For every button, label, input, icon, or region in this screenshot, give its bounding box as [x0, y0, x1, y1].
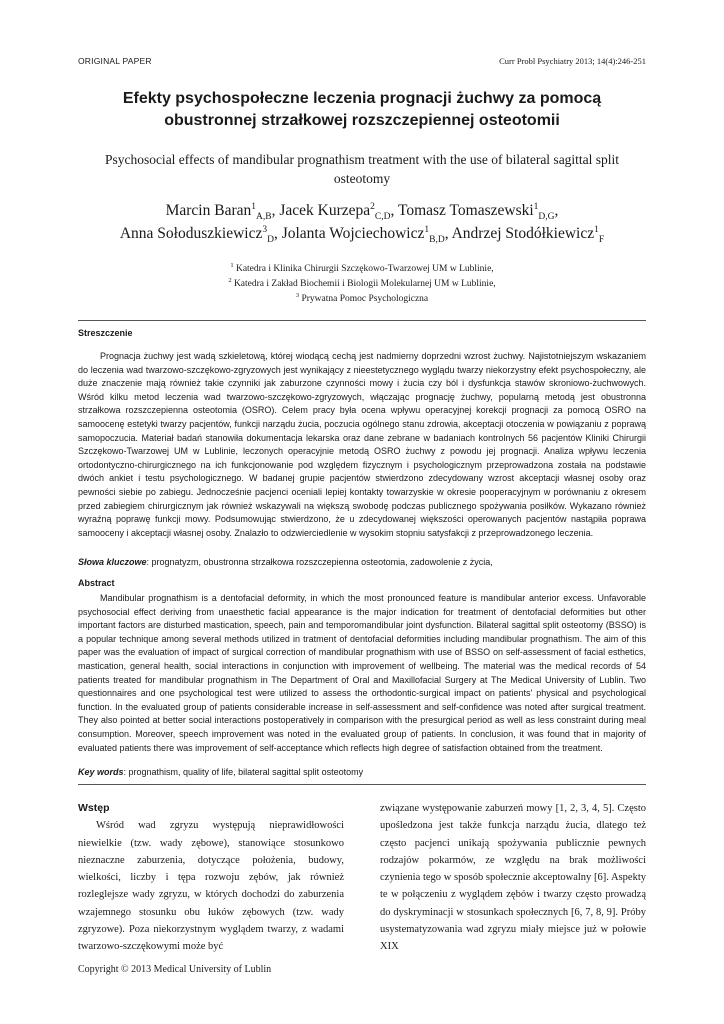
journal-citation: Curr Probl Psychiatry 2013; 14(4):246-251 — [499, 56, 646, 66]
affiliation-item — [78, 292, 646, 307]
author-affiliation: 2 — [370, 201, 375, 212]
author-affiliation: 1 — [251, 201, 256, 212]
streszczenie-heading: Streszczenie — [78, 328, 133, 338]
slowa-kluczowe-label: Słowa kluczowe — [78, 557, 147, 567]
column-right — [380, 800, 646, 956]
divider — [78, 320, 646, 321]
slowa-kluczowe-text: : prognatyzm, obustronna strzałkowa rozszczepienna osteotomia, zadowolenie z życia, — [146, 557, 493, 567]
author-affiliation: 3 — [262, 224, 268, 235]
affiliation-text: Prywatna Pomoc Psychologiczna — [301, 294, 429, 304]
author-name: Marcin Baran — [165, 202, 252, 219]
author-roles: D,G — [538, 212, 555, 223]
author-roles: A,B — [256, 212, 272, 223]
title-english: Psychosocial effects of mandibular prognathism treatment with the use of bilateral sagittal split osteotomy — [104, 152, 620, 186]
key-words-text: : prognathism, quality of life, bilateral sagittal split osteotomy — [123, 767, 364, 777]
author-roles: D — [267, 235, 274, 246]
intro-paragraph-continued: związane występowanie zaburzeń mowy [1, 2, 3, 4, 5]. Często upośledzona jest także funkcja narządu żucia, dlatego też często pacjenci unikają spożywania publicznie pewnych rodzajów pokarmów, ze względu na brak możliwości czynienia tego w sposób społecznie akceptowalny [6]. Aspekty te w połączeniu z wyglądem zębów i twarzy często prowadzą do dyskryminacji w stosunkach społecznych [6, 7, 8, 9]. Próby usystematyzowania wad zgryzu miały miejsce już w połowie XIX — [380, 803, 646, 953]
author-name: Jacek Kurzepa — [279, 202, 371, 219]
author-affiliation: 1 — [424, 224, 430, 235]
affiliation-text: Katedra i Klinika Chirurgii Szczękowo-Twarzowej UM w Lublinie, — [235, 264, 494, 274]
author-name: Jolanta Wojciechowicz — [281, 225, 425, 242]
author-list: Marcin Baran$^1_{A,B}$, Jacek Kurzepa$^2_{C,D}$, Tomasz Tomaszewski$^1_{D,G}$, Anna Sołoduszkiewicz$^3_D$, Jolanta Wojciechowicz$^1_{B,D}$, Andrzej Stodółkiewicz$^1_F$ — [119, 201, 605, 246]
journal-section-label: ORIGINAL PAPER — [78, 56, 152, 66]
divider — [78, 784, 646, 785]
column-left — [78, 800, 344, 956]
affiliation-number: 3 — [295, 291, 300, 299]
intro-paragraph: Wśród wad zgryzu występują nieprawidłowości niewielkie (tzw. wady zębowe), stanowiące stosunkowo nieznaczne zaburzenia, dotyczące położenia, budowy, wielkości, liczby i tępa rozwoju zębów, jak również rozleglejsze wady zgryzu, w których dochodzi do zaburzenia wzajemnego stosunku obu łuków zębowych (tzw. wady zgryzowe). Poza niekorzystnym wyglądem twarzy, z wadami twarzowo-szczękowymi może być — [78, 820, 344, 953]
author-affiliation: 1 — [594, 224, 599, 235]
author-affiliation: 1 — [533, 201, 539, 212]
affiliation-text: Katedra i Zakład Biochemii i Biologii Molekularnej UM w Lublinie, — [233, 279, 496, 289]
author-roles: C,D — [374, 212, 391, 223]
slowa-kluczowe — [78, 556, 646, 569]
streszczenie-body: Prognacja żuchwy jest wadą szkieletową, której wiodącą cechą jest nadmierny doprzedni wzrost żuchwy. Najistotniejszym wskazaniem do leczenia wad twarzowo-szczękowo-zgryzowych jest wynikający z nieestetycznego wyglądu twarzy niekorzystny efekt psychospołeczny, ale duże znaczenie mają również takie czynniki jak zaburzone czynności mowy i żucia czy ból i dysfunkcja stawów skroniowo-żuchwowych. Wśród kilku metod leczenia wad twarzowo-szczękowo-zgryzowych, włączając prognację żuchwy, popularną metodą jest obustronna strzałkowa rozszczepienna osteotomia (OSRO). Celem pracy była ocena wpływu operacyjnej korekcji prognacji za pomocą OSRO na samoocenę estetyki twarzy pacjentów, funkcji narządu żucia, poczucia ogólnego stanu zdrowia, akceptacji otoczenia w powiązaniu z poprawą samopoczucia. Materiał badań stanowiła dokumentacja lekarska oraz dane zebrane w badaniach kontrolnych 56 pacjentów Kliniki Chirurgii Szczękowo-Twarzowej UM w Lublinie, leczonych operacyjnie metodą OSRO żuchwy z powodu jej prognacji. Analiza wpływu leczenia ortodontyczno-chirurgicznego na ich funkcjonowanie pod względem fizycznym i psychologicznym przeprowadzona została na podstawie dwóch ankiet i testu psychologicznego. W badanej grupie pacjentów stwierdzono zdecydowany wzrost akceptacji własnej osoby oraz pewności siebie po zabiegu. Jednocześnie pacjenci oceniali lepiej kontakty towarzyskie w okresie pooperacyjnym w porównaniu z okresem przed zabiegiem chirurgicznym jak również wskazywali na większą swobodę podczas publicznego spożywania posiłków. Wykazano również wyraźną poprawę funkcji mowy. Podsumowując stwierdzono, że u zdecydowanej większości operowanych pacjentów nastąpiła poprawa samooceny i akceptacji własnej osoby. Znalazło to odzwierciedlenie w wysokim stopniu satysfakcji z przeprowadzonego leczenia. — [78, 351, 646, 538]
affiliations — [78, 262, 646, 307]
key-words — [78, 766, 646, 779]
author-name: Andrzej Stodółkiewicz — [451, 225, 595, 242]
abstract-heading: Abstract — [78, 578, 115, 588]
abstract-body: Mandibular prognathism is a dentofacial deformity, in which the most pronounced feature is mandibular anterior excess. Unfavorable psychosocial effect deriving from unaesthetic facial appearance is the major indication for treatment of dentofacial deformities but other important factors are disturbed mastication, speech, pain and temporomandibular joint dysfunction. Bilateral sagittal split osteotomy (BSSO) is a popular technique among several methods utilized in tratment of dentofacial deformities including mandibular prognathism. The aim of this paper was the evaluation of impact of surgical correction of mandibular prognathism with use of BSSO on self-assessment of facial esthetics, mastication, general health, social interactions in conjunction with improvement of wellbeing. The material was the medical records of 54 patients treated for mandibular prognathism in The Department of Oral and Maxillofacial Surgery at The Medical University of Lublin. Two questionnaires and one psychological test were utilized to assess the orthodontic-surgical impact on patients' physical and psychological function. In the evaluated group of patients considerable increase in self-assessment and self-confidence was noted after surgical treatment. They also pointed at better social interactions postoperatively in comparison with the presurgical period as well as less constraint during meal consumption. Moreover, speech improvement was noted in the evaluated group of patients. In conclusion, it was found that in majority of evaluated patients there was improvement of self-acceptance which reflects high degree of satisfaction obtained from the treatment. — [78, 593, 646, 753]
affiliation-item — [78, 277, 646, 292]
author-roles: B,D — [429, 235, 445, 246]
copyright-footer: Copyright © 2013 Medical University of Lublin — [78, 964, 272, 975]
affiliation-number: 2 — [228, 276, 232, 284]
author-name: Anna Sołoduszkiewicz — [119, 225, 263, 242]
affiliation-number: 1 — [230, 261, 234, 269]
title-polish: Efekty psychospołeczne leczenia prognacji żuchwy za pomocą obustronnej strzałkowej rozszczepiennej osteotomii — [122, 90, 602, 129]
key-words-label: Key words — [78, 767, 124, 777]
author-name: Tomasz Tomaszewski — [397, 202, 534, 219]
section-heading-wstep: Wstęp — [78, 802, 110, 814]
author-roles: F — [598, 235, 605, 246]
affiliation-item — [78, 262, 646, 277]
